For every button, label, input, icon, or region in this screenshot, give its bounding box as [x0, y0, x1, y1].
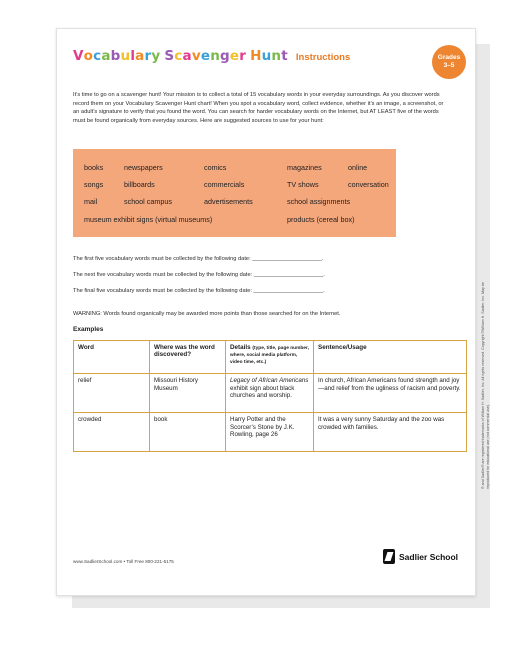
- cell-sentence: In church, African Americans found strength and joy—and relief from the ugliness of racism and poverty.: [314, 374, 467, 413]
- title-letter: v: [191, 48, 201, 64]
- grade-badge: [432, 45, 466, 79]
- source-item: conversation: [348, 180, 389, 189]
- date-line-first: The first five vocabulary words must be collected by the following date: ______________________.: [73, 256, 324, 262]
- source-item: museum exhibit signs (virtual museums): [84, 215, 213, 224]
- source-item: school campus: [124, 197, 172, 206]
- header-word: Word: [74, 341, 150, 374]
- cell-sentence: It was a very sunny Saturday and the zoo was crowded with families.: [314, 413, 467, 452]
- source-item: comics: [204, 163, 227, 172]
- cell-where: book: [150, 413, 226, 452]
- header-details-title: Details: [230, 344, 251, 351]
- copyright-side-note: ® and Sadlier® are registered trademarks of William H. Sadlier, Inc. All rights reserved. Copyright ©William H. Sadlier, Inc. May be reproduced for educational use (not commercial use).: [481, 282, 490, 489]
- grade-badge-line2: 3–5: [443, 62, 455, 69]
- cell-where: Missouri History Museum: [150, 374, 226, 413]
- title-letter: o: [83, 48, 94, 64]
- grade-badge-line1: Grades: [437, 54, 461, 61]
- source-item: online: [348, 163, 368, 172]
- title-word-1: [73, 48, 160, 64]
- date-line-final: The final five vocabulary words must be collected by the following date: ______________________.: [73, 288, 325, 294]
- table-header-row: [74, 341, 467, 374]
- date-line-next: The next five vocabulary words must be collected by the following date: ______________________.: [73, 272, 325, 278]
- title-letter: c: [174, 48, 183, 64]
- cell-word: crowded: [74, 413, 150, 452]
- sadlier-logo-text: Sadlier School: [399, 551, 459, 562]
- source-item: commercials: [204, 180, 245, 189]
- title-word-2: [164, 48, 246, 64]
- source-item: mail: [84, 197, 98, 206]
- sources-box: [73, 149, 396, 237]
- source-item: newspapers: [124, 163, 163, 172]
- cell-details: [226, 374, 314, 413]
- source-item: billboards: [124, 180, 155, 189]
- table-row: [74, 413, 467, 452]
- title-letter: n: [271, 48, 282, 64]
- source-item: products (cereal box): [287, 215, 355, 224]
- title-letter: c: [93, 48, 102, 64]
- cell-word: relief: [74, 374, 150, 413]
- cell-details: [226, 413, 314, 452]
- header-sentence: Sentence/Usage: [314, 341, 467, 374]
- title-letter: u: [120, 48, 131, 64]
- header-details-sub: (type, title, page number, where, social media platform, video time, etc.): [230, 346, 309, 365]
- title-letter: l: [130, 48, 136, 64]
- source-item: school assignments: [287, 197, 351, 206]
- worksheet-title: [73, 48, 350, 70]
- title-letter: g: [220, 48, 230, 64]
- title-letter: a: [182, 48, 192, 64]
- title-letter: H: [250, 48, 262, 64]
- title-letter: V: [73, 48, 84, 64]
- title-letter: a: [135, 48, 145, 64]
- title-letter: n: [210, 48, 220, 64]
- title-word-3: [250, 48, 288, 64]
- source-item: songs: [84, 180, 104, 189]
- cell-details-rest: Harry Potter and the Scorcer’s Stone by J.K. Rowling, page 26: [230, 416, 295, 439]
- cell-details-title: Legacy of African Americans: [230, 377, 309, 384]
- header-details: [226, 341, 314, 374]
- intro-paragraph: It’s time to go on a scavenger hunt! Your mission is to collect a total of 15 vocabulary words in your everyday surroundings. As you discover words record them on your Vocabulary Scavenger Hunt chart! When you spot a vocabulary word, collect evidence, whether it’s an image, a screenshot, or an adult’s signature to verify that you found the word. You can search for harder vocabulary words on the Internet, but AT LEAST five of the words must be found organically from everyday sources. Here are suggested sources to use for your hunt:: [73, 92, 444, 124]
- title-letter: b: [110, 48, 121, 64]
- title-letter: y: [151, 48, 161, 64]
- title-letter: a: [101, 48, 111, 64]
- examples-table: [73, 340, 467, 452]
- source-item: advertisements: [204, 197, 253, 206]
- title-letter: r: [239, 48, 247, 64]
- cell-details-rest: exhibit sign about black churches and worship.: [230, 384, 295, 400]
- header-where: Where was the word discovered?: [150, 341, 226, 374]
- title-letter: r: [144, 48, 152, 64]
- table-row: [74, 374, 467, 413]
- sadlier-logo-icon: [383, 549, 395, 564]
- footer-contact: www.SadlierSchool.com • Toll Free 800-221-5175: [73, 559, 174, 564]
- instructions-label: Instructions: [295, 52, 351, 63]
- examples-heading: Examples: [73, 326, 104, 333]
- title-letter: e: [200, 48, 211, 64]
- worksheet-page: [56, 28, 490, 596]
- source-item: magazines: [287, 163, 322, 172]
- title-letter: u: [261, 48, 272, 64]
- title-letter: t: [281, 48, 288, 64]
- source-item: TV shows: [287, 180, 319, 189]
- title-letter: S: [164, 48, 175, 64]
- sadlier-logo: [383, 549, 458, 564]
- title-letter: e: [229, 48, 240, 64]
- source-item: books: [84, 163, 104, 172]
- warning-text: WARNING: Words found organically may be awarded more points than those searched for on the Internet.: [73, 311, 341, 317]
